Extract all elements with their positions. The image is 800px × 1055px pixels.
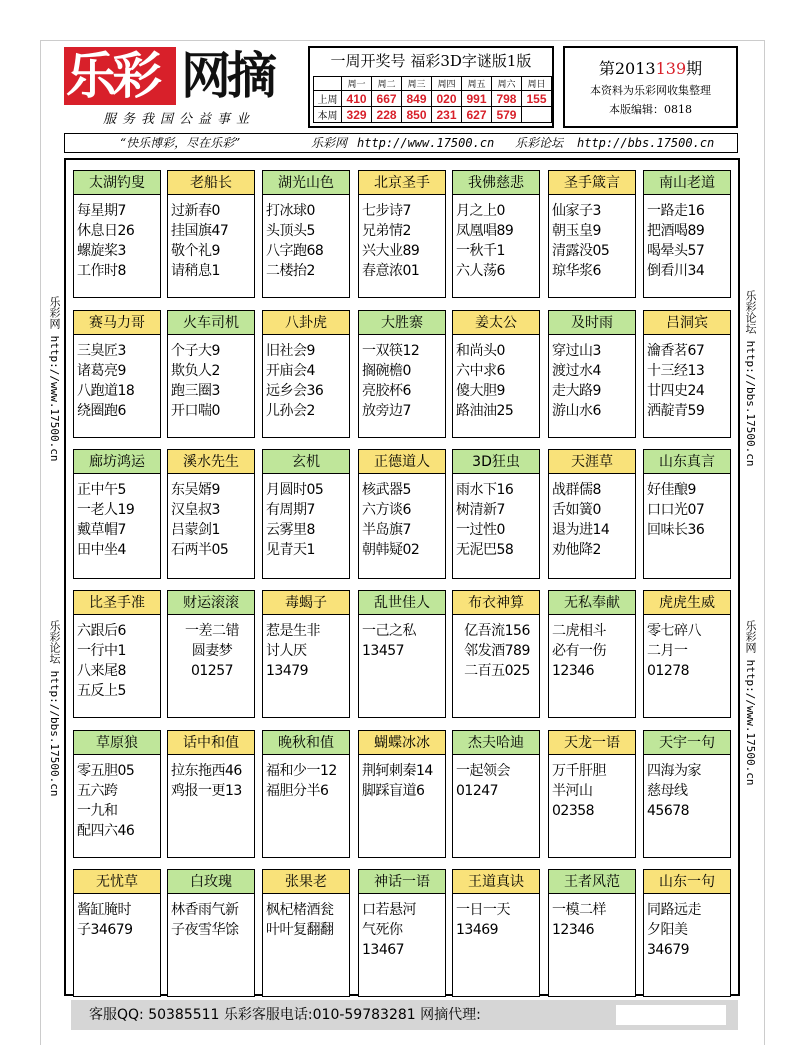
tip-cell — [452, 730, 540, 858]
forum-name: 乐彩论坛 — [515, 136, 564, 150]
tip-cell — [73, 449, 161, 579]
tip-text: 月圆时05 有周期7 云雾里8 见青天1 — [266, 482, 324, 558]
tip-author: 天宇一句 — [644, 731, 730, 755]
tip-cell — [358, 869, 446, 997]
tip-author: 八卦虎 — [263, 311, 349, 335]
tip-cell — [548, 590, 636, 718]
tip-author: 溪水先生 — [168, 450, 254, 474]
last-week-number: 798 — [491, 91, 521, 107]
tip-text: 七步诗7 兄弟情2 兴大业89 春意浓01 — [362, 203, 420, 279]
tip-author: 财运滚滚 — [168, 591, 254, 615]
tip-cell — [262, 310, 350, 438]
tip-cell — [548, 449, 636, 579]
day-label: 周一 — [342, 77, 372, 91]
tip-text: 穿过山3 渡过水4 走大路9 游山水6 — [552, 343, 601, 419]
this-week-number — [521, 107, 551, 123]
forum-link[interactable]: http://bbs.17500.cn — [577, 136, 715, 150]
prize-box — [308, 46, 554, 128]
tip-cell — [167, 449, 255, 579]
tip-text: 仙家子3 朝玉皇9 清露没05 琼华浆6 — [552, 203, 610, 279]
tip-cell — [73, 310, 161, 438]
tip-cell — [452, 310, 540, 438]
tip-author: 白玫瑰 — [168, 870, 254, 894]
tip-author: 廊坊鸿运 — [74, 450, 160, 474]
tip-text: 六跟后6 一行中1 八来尾8 五反上5 — [77, 623, 126, 699]
last-week-label: 上周 — [314, 91, 342, 107]
motto-bar — [64, 133, 738, 153]
tip-cell — [167, 869, 255, 997]
tip-text: 过新春0 挂国旗47 敬个礼9 请稍息1 — [171, 203, 229, 279]
tip-author: 晚秋和值 — [263, 731, 349, 755]
this-week-number: 627 — [462, 107, 492, 123]
side-right-bottom: 乐彩网 http://www.17500.cn — [744, 620, 757, 786]
footer-contact: 客服QQ: 50385511 乐彩客服电话:010-59783281 网摘代理: — [89, 1007, 481, 1023]
motto-quote: “快乐博彩，尽在乐彩” — [120, 136, 241, 150]
tip-text: 同路远走 夕阳美 34679 — [647, 902, 701, 958]
tip-text: 正中午5 一老人19 戴草帽7 田中坐4 — [77, 482, 135, 558]
tip-text: 亿吾流156 邻发酒789 二百五025 — [464, 623, 530, 679]
last-week-number: 410 — [342, 91, 372, 107]
side-left-top: 乐彩网 http://www.17500.cn — [48, 296, 61, 462]
tip-text: 一起领会 01247 — [456, 763, 510, 799]
tip-author: 吕洞宾 — [644, 311, 730, 335]
tip-author: 虎虎生威 — [644, 591, 730, 615]
issue-note: 本资料为乐彩网收集整理 — [590, 84, 711, 97]
tip-author: 火车司机 — [168, 311, 254, 335]
tip-cell — [643, 310, 731, 438]
tip-author: 湖光山色 — [263, 171, 349, 195]
tip-author: 王者风范 — [549, 870, 635, 894]
tip-author: 3D狂虫 — [453, 450, 539, 474]
tip-author: 山东一句 — [644, 870, 730, 894]
tip-text: 拉东拖西46 鸡报一更13 — [171, 763, 242, 799]
tip-cell — [73, 730, 161, 858]
tip-cell — [262, 730, 350, 858]
tip-text: 一己之私 13457 — [362, 623, 416, 659]
tip-cell — [358, 310, 446, 438]
tip-text: 东吴婿9 汉皇叔3 吕蒙剑1 石两半05 — [171, 482, 229, 558]
issue-box — [563, 46, 738, 128]
tip-text: 旧社会9 开庙会4 远乡会36 儿孙会2 — [266, 343, 324, 419]
last-week-number: 020 — [432, 91, 462, 107]
logo-black-text: 网摘 — [181, 47, 273, 105]
tip-cell — [548, 310, 636, 438]
tip-author: 大胜寨 — [359, 311, 445, 335]
tip-text: 四海为家 慈母线 45678 — [647, 763, 701, 819]
tip-cell — [167, 170, 255, 298]
tip-cell — [262, 170, 350, 298]
tip-author: 王道真诀 — [453, 870, 539, 894]
tip-text: 枫杞楮酒瓮 叶叶复翻翻 — [266, 902, 334, 938]
tip-text: 瀹香茗67 十三经13 廿四史24 洒靛青59 — [647, 343, 705, 419]
tip-text: 万千肝胆 半河山 02358 — [552, 763, 606, 819]
editor: 本版编辑：0818 — [609, 103, 692, 116]
tip-cell — [262, 590, 350, 718]
site-link[interactable]: http://www.17500.cn — [357, 136, 495, 150]
tip-text: 一模二样 12346 — [552, 902, 606, 938]
tip-cell — [643, 869, 731, 997]
tip-cell — [452, 869, 540, 997]
tip-author: 我佛慈悲 — [453, 171, 539, 195]
this-week-number: 329 — [342, 107, 372, 123]
tip-author: 南山老道 — [644, 171, 730, 195]
tip-cell — [358, 730, 446, 858]
tip-text: 一日一天 13469 — [456, 902, 510, 938]
tip-cell — [643, 730, 731, 858]
tip-text: 和尚头0 六中求6 傻大胆9 路油油25 — [456, 343, 514, 419]
tip-author: 毒蝎子 — [263, 591, 349, 615]
day-label: 周五 — [462, 77, 492, 91]
tip-cell — [548, 730, 636, 858]
day-label: 周日 — [521, 77, 551, 91]
tip-author: 老船长 — [168, 171, 254, 195]
tip-text: 一差二错 圆妻梦 01257 — [185, 623, 239, 679]
this-week-number: 231 — [432, 107, 462, 123]
tip-cell — [452, 449, 540, 579]
tip-author: 蝴蝶冰冰 — [359, 731, 445, 755]
day-label: 周三 — [402, 77, 432, 91]
tip-text: 惹是生非 讨人厌 13479 — [266, 623, 320, 679]
tip-author: 玄机 — [263, 450, 349, 474]
site-name: 乐彩网 — [311, 136, 348, 150]
tip-text: 每星期7 休息日26 螺旋桨3 工作时8 — [77, 203, 135, 279]
tip-cell — [358, 449, 446, 579]
tip-author: 杰夫哈迪 — [453, 731, 539, 755]
prize-table — [313, 76, 552, 123]
tip-author: 山东真言 — [644, 450, 730, 474]
this-week-number: 850 — [402, 107, 432, 123]
tip-text: 个子大9 欺负人2 跑三圈3 开口喘0 — [171, 343, 220, 419]
tip-author: 天涯草 — [549, 450, 635, 474]
tip-text: 月之上0 凤凰唱89 一秋千1 六人荡6 — [456, 203, 514, 279]
tip-text: 福和少一12 福胆分半6 — [266, 763, 337, 799]
tip-text: 核武器5 六方谈6 半岛旗7 朝韩疑02 — [362, 482, 420, 558]
tip-cell — [167, 310, 255, 438]
tip-text: 一双筷12 搁碗檐0 亮胶杯6 放旁边7 — [362, 343, 420, 419]
tip-author: 姜太公 — [453, 311, 539, 335]
tip-cell — [548, 869, 636, 997]
tip-author: 赛马力哥 — [74, 311, 160, 335]
tip-cell — [358, 590, 446, 718]
this-week-number: 228 — [372, 107, 402, 123]
tip-author: 张果老 — [263, 870, 349, 894]
last-week-number: 155 — [521, 91, 551, 107]
side-right-top: 乐彩论坛 http://bbs.17500.cn — [744, 290, 757, 467]
tip-cell — [643, 590, 731, 718]
tip-cell — [643, 170, 731, 298]
tip-cell — [548, 170, 636, 298]
tip-author: 比圣手准 — [74, 591, 160, 615]
tip-text: 三臭匠3 诸葛亮9 八跑道18 绕圈跑6 — [77, 343, 135, 419]
tip-cell — [452, 590, 540, 718]
tip-author: 无私奉献 — [549, 591, 635, 615]
side-left-bottom: 乐彩论坛 http://bbs.17500.cn — [48, 620, 61, 797]
footer — [71, 1000, 738, 1030]
tip-text: 二虎相斗 必有一伤 12346 — [552, 623, 606, 679]
tip-author: 正德道人 — [359, 450, 445, 474]
tip-text: 战群儒8 舌如簧0 退为进14 劝他降2 — [552, 482, 610, 558]
tip-author: 布衣神算 — [453, 591, 539, 615]
tip-text: 好佳酿9 口口光07 回味长36 — [647, 482, 705, 538]
tip-cell — [452, 170, 540, 298]
slogan: 服务我国公益事业 — [102, 112, 255, 127]
tip-cell — [167, 730, 255, 858]
this-week-number: 579 — [491, 107, 521, 123]
day-label: 周四 — [432, 77, 462, 91]
tip-author: 神话一语 — [359, 870, 445, 894]
tip-author: 草原狼 — [74, 731, 160, 755]
day-label: 周六 — [491, 77, 521, 91]
last-week-number: 667 — [372, 91, 402, 107]
agent-box — [616, 1005, 726, 1025]
tip-text: 零七碎八 二月一 01278 — [647, 623, 701, 679]
tip-text: 口若悬河 气死你 13467 — [362, 902, 416, 958]
tip-text: 荆轲刺秦14 脚踩盲道6 — [362, 763, 433, 799]
tip-author: 北京圣手 — [359, 171, 445, 195]
tip-cell — [262, 869, 350, 997]
day-label: 周二 — [372, 77, 402, 91]
tip-text: 雨水下16 树清新7 一过性0 无泥巴58 — [456, 482, 514, 558]
tip-author: 太湖钓叟 — [74, 171, 160, 195]
logo — [64, 47, 294, 105]
tip-cell — [358, 170, 446, 298]
tip-author: 无忧草 — [74, 870, 160, 894]
tip-author: 圣手箴言 — [549, 171, 635, 195]
tip-author: 话中和值 — [168, 731, 254, 755]
issue-title: 第2013139期 — [598, 59, 703, 78]
tip-cell — [73, 869, 161, 997]
issue-number: 139 — [655, 59, 687, 78]
tip-text: 酱缸腌时 子34679 — [77, 902, 133, 938]
tip-author: 天龙一语 — [549, 731, 635, 755]
tip-text: 林香雨气新 子夜雪华馀 — [171, 902, 239, 938]
tip-author: 乱世佳人 — [359, 591, 445, 615]
tip-author: 及时雨 — [549, 311, 635, 335]
last-week-number: 991 — [462, 91, 492, 107]
logo-red-text: 乐彩 — [66, 47, 158, 105]
tip-cell — [73, 590, 161, 718]
tip-cell — [643, 449, 731, 579]
tip-text: 一路走16 把酒喝89 喝晕头57 倒看川34 — [647, 203, 705, 279]
tip-cell — [262, 449, 350, 579]
this-week-label: 本周 — [314, 107, 342, 123]
last-week-number: 849 — [402, 91, 432, 107]
prize-title: 一周开奖号 福彩3D字谜版1版 — [330, 52, 532, 70]
tip-text: 打冰球0 头顶头5 八字跑68 二楼抬2 — [266, 203, 324, 279]
tip-text: 零五胆05 五六跨 一九和 配四六46 — [77, 763, 135, 839]
tip-cell — [167, 590, 255, 718]
tip-cell — [73, 170, 161, 298]
